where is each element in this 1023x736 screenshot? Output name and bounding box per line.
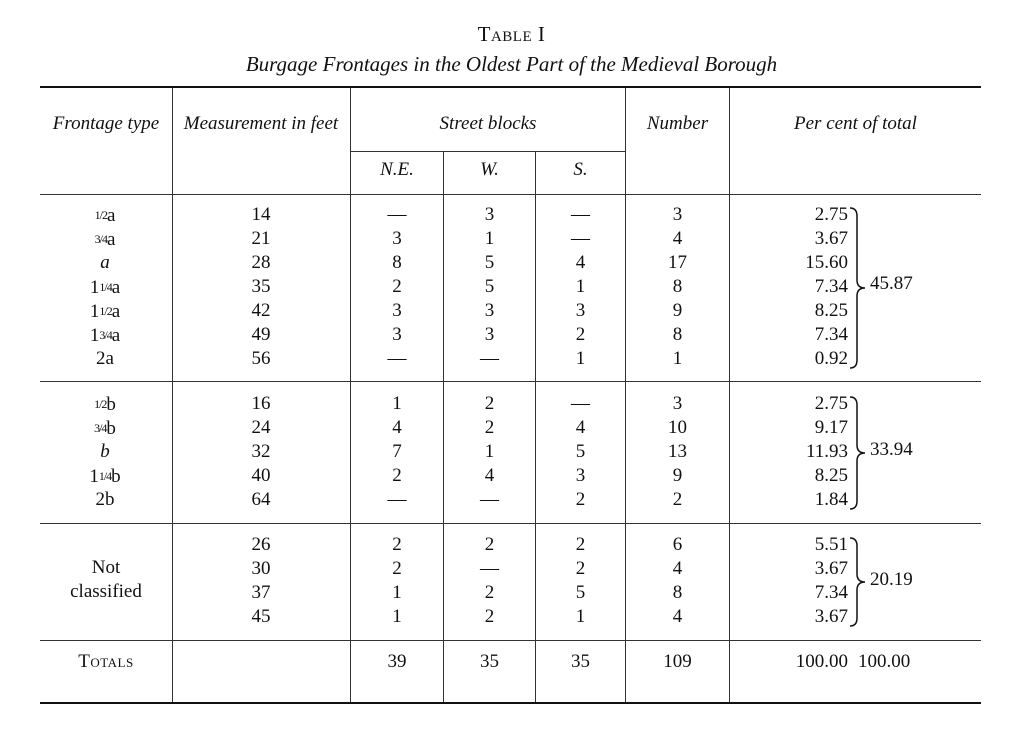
header-rule xyxy=(40,194,981,195)
table-cell: 1 xyxy=(575,606,586,627)
table-cell: 8.25 xyxy=(814,465,848,486)
group-c-ne xyxy=(351,533,443,629)
group-b-rule xyxy=(40,523,981,524)
table-cell: 1.84 xyxy=(814,489,848,510)
table-cell: 4 xyxy=(575,252,586,273)
table-cell: 3 xyxy=(392,228,402,249)
table-cell: 2.75 xyxy=(814,204,848,225)
group-b-w xyxy=(444,392,535,512)
table-cell: — xyxy=(387,348,407,369)
table-cell: 8 xyxy=(392,252,402,273)
table-cell: 8.25 xyxy=(814,300,848,321)
not-classified-label-line2: classified xyxy=(70,581,142,602)
table-cell: 2 xyxy=(672,489,683,510)
table-cell: 2 xyxy=(484,534,495,555)
street-blocks-rule xyxy=(351,151,625,152)
table-cell: 2 xyxy=(575,324,586,345)
frontage-type-cell: 3/4a xyxy=(94,229,116,250)
group-c-total: 20.19 xyxy=(870,569,913,590)
group-c-per-cent xyxy=(760,533,848,629)
table-cell: 9 xyxy=(672,300,683,321)
table-title: Table I xyxy=(477,22,546,46)
totals-group-total: 100.00 xyxy=(858,651,911,672)
table-cell: 32 xyxy=(251,441,271,462)
group-c-number xyxy=(626,533,729,629)
table-cell: 8 xyxy=(672,324,683,345)
table-cell: 4 xyxy=(672,228,683,249)
table-cell: 5 xyxy=(575,441,586,462)
frontage-type-cell: 11/4b xyxy=(89,466,121,487)
table-cell: 5 xyxy=(484,276,495,297)
table-cell: 14 xyxy=(251,204,271,225)
table-cell: 17 xyxy=(668,252,687,273)
table-cell: 1 xyxy=(575,348,586,369)
frontage-type-cell: 2b xyxy=(95,489,115,510)
table-cell: 6 xyxy=(672,534,683,555)
table-cell: 3.67 xyxy=(814,558,848,579)
table-cell: — xyxy=(387,204,407,225)
frontage-type-cell: 13/4a xyxy=(89,325,121,346)
table-cell: 37 xyxy=(251,582,271,603)
table-cell: — xyxy=(571,393,590,414)
table-cell: 9 xyxy=(672,465,683,486)
header-street-blocks: Street blocks xyxy=(439,113,537,134)
table-cell: 2 xyxy=(392,534,402,555)
table-cell: 1 xyxy=(392,606,402,627)
table-cell: — xyxy=(387,489,407,510)
table-cell: 3.67 xyxy=(814,228,848,249)
table-cell: 40 xyxy=(251,465,271,486)
group-a-rule xyxy=(40,381,981,382)
group-a-brace-icon xyxy=(848,206,870,370)
table-cell: 2 xyxy=(484,393,495,414)
table-cell: 9.17 xyxy=(814,417,848,438)
table-cell: — xyxy=(480,558,499,579)
table-cell: 7.34 xyxy=(814,276,848,297)
table-cell: 56 xyxy=(251,348,271,369)
group-b-number xyxy=(626,392,729,512)
table-cell: 49 xyxy=(251,324,271,345)
table-cell: 2 xyxy=(392,558,402,579)
table-cell: 26 xyxy=(251,534,271,555)
table-cell: 16 xyxy=(251,393,271,414)
group-c-s xyxy=(536,533,625,629)
table-cell: 1 xyxy=(392,393,402,414)
not-classified-label-line1: Not xyxy=(91,557,121,578)
frontage-type-cell: 2a xyxy=(96,348,114,369)
table-cell: 3 xyxy=(392,324,402,345)
table-cell: — xyxy=(571,204,590,225)
group-b-total: 33.94 xyxy=(870,439,913,460)
table-cell: 4 xyxy=(575,417,586,438)
group-c-measurement xyxy=(182,533,340,629)
group-b-types xyxy=(60,392,150,512)
group-c-w xyxy=(444,533,535,629)
frontage-type-cell: 1/2a xyxy=(94,205,116,226)
totals-ne: 39 xyxy=(387,651,407,672)
table-cell: 2 xyxy=(392,276,402,297)
group-a-s xyxy=(536,203,625,371)
table-cell: 3 xyxy=(484,324,495,345)
totals-per-cent: 100.00 xyxy=(795,651,848,672)
table-cell: — xyxy=(480,489,499,510)
table-cell: 1 xyxy=(484,228,495,249)
column-divider xyxy=(172,88,173,702)
table-cell: 8 xyxy=(672,276,683,297)
header-measurement: Measurement in feet xyxy=(183,113,339,134)
totals-s: 35 xyxy=(571,651,590,672)
table-cell: 8 xyxy=(672,582,683,603)
table-cell: 3 xyxy=(484,204,495,225)
column-divider xyxy=(729,88,730,702)
table-cell: 21 xyxy=(251,228,271,249)
group-a-number xyxy=(626,203,729,371)
table-cell: 15.60 xyxy=(805,252,848,273)
group-a-ne xyxy=(351,203,443,371)
header-number: Number xyxy=(646,113,709,134)
header-per-cent: Per cent of total xyxy=(794,113,917,134)
table-cell: 1 xyxy=(392,582,402,603)
frontage-type-cell: 11/2a xyxy=(89,301,121,322)
table-cell: 45 xyxy=(251,606,271,627)
table-cell: 2 xyxy=(484,582,495,603)
frontage-type-cell: 1/2b xyxy=(94,394,116,415)
table-cell: 4 xyxy=(392,417,402,438)
group-a-types xyxy=(60,203,150,371)
totals-label: Totals xyxy=(78,651,134,672)
group-a-w xyxy=(444,203,535,371)
table-cell: 2 xyxy=(575,534,586,555)
group-b-measurement xyxy=(182,392,340,512)
table-cell: 2 xyxy=(575,489,586,510)
table-cell: 3 xyxy=(672,393,683,414)
header-frontage-type: Frontage type xyxy=(52,113,160,134)
table-cell: 2 xyxy=(575,558,586,579)
group-c-rule xyxy=(40,640,981,641)
group-a-total: 45.87 xyxy=(870,273,913,294)
table-cell: 5 xyxy=(575,582,586,603)
table-cell: 11.93 xyxy=(805,441,848,462)
group-b-brace-icon xyxy=(848,395,870,511)
table-cell: 1 xyxy=(672,348,683,369)
group-b-s xyxy=(536,392,625,512)
frontage-type-cell: b xyxy=(100,441,110,462)
table-cell: 4 xyxy=(484,465,495,486)
group-a-per-cent xyxy=(760,203,848,371)
header-ne: N.E. xyxy=(380,159,414,180)
table-cell: 35 xyxy=(251,276,271,297)
table-cell: 0.92 xyxy=(814,348,848,369)
header-w: W. xyxy=(480,159,499,180)
table-subtitle: Burgage Frontages in the Oldest Part of the Medieval Borough xyxy=(245,52,778,76)
table-cell: 1 xyxy=(484,441,495,462)
table-cell: 13 xyxy=(668,441,687,462)
table-cell: 7 xyxy=(392,441,402,462)
bottom-rule xyxy=(40,702,981,704)
table-cell: 3.67 xyxy=(814,606,848,627)
totals-number: 109 xyxy=(663,651,692,672)
table-cell: 2 xyxy=(484,606,495,627)
table-cell: 42 xyxy=(251,300,271,321)
table-cell: 3 xyxy=(484,300,495,321)
totals-w: 35 xyxy=(480,651,499,672)
table-cell: 4 xyxy=(672,606,683,627)
frontage-type-cell: a xyxy=(100,252,110,273)
table-cell: 2.75 xyxy=(814,393,848,414)
table-cell: 2 xyxy=(392,465,402,486)
table-cell: 24 xyxy=(251,417,271,438)
table-cell: 7.34 xyxy=(814,324,848,345)
frontage-type-cell: 11/4a xyxy=(89,277,121,298)
frontage-type-cell: 3/4b xyxy=(94,418,116,439)
table-cell: 5 xyxy=(484,252,495,273)
header-s: S. xyxy=(573,159,588,180)
table-cell: — xyxy=(571,228,590,249)
table-cell: 3 xyxy=(672,204,683,225)
table-cell: 5.51 xyxy=(814,534,848,555)
group-b-per-cent xyxy=(760,392,848,512)
table-cell: 64 xyxy=(251,489,271,510)
group-a-measurement xyxy=(182,203,340,371)
table-cell: 2 xyxy=(484,417,495,438)
table-cell: 1 xyxy=(575,276,586,297)
table-cell: 10 xyxy=(668,417,687,438)
top-rule xyxy=(40,86,981,88)
table-cell: 3 xyxy=(575,300,586,321)
table-cell: 4 xyxy=(672,558,683,579)
table-cell: 7.34 xyxy=(814,582,848,603)
group-b-ne xyxy=(351,392,443,512)
table-cell: 3 xyxy=(575,465,586,486)
table-cell: 28 xyxy=(251,252,271,273)
table-cell: — xyxy=(480,348,499,369)
table-cell: 30 xyxy=(251,558,271,579)
group-c-brace-icon xyxy=(848,536,870,628)
table-cell: 3 xyxy=(392,300,402,321)
